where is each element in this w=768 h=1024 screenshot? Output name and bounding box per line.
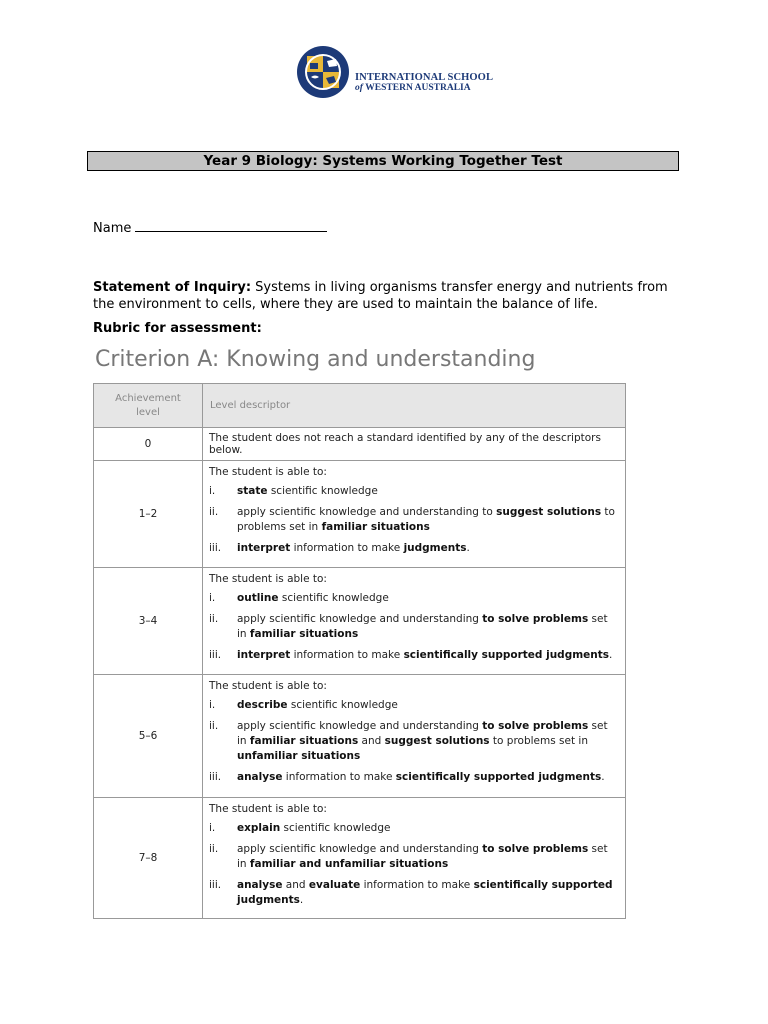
level-cell: 3–4 (94, 568, 203, 675)
table-row (94, 461, 626, 568)
item-number: ii. (209, 613, 219, 625)
name-blank-line (135, 219, 327, 232)
descriptor-item (209, 770, 619, 785)
descriptor-intro: The student is able to: (209, 466, 327, 478)
descriptor-item (209, 612, 619, 642)
descriptor-item (209, 541, 619, 556)
descriptor-item (209, 484, 619, 499)
school-logo (296, 45, 496, 99)
item-text: apply scientific knowledge and understanding to solve problems set in familiar situations and suggest solutions to problems set in unfamiliar situations (237, 720, 608, 762)
table-header-row (94, 384, 626, 428)
item-number: ii. (209, 506, 219, 518)
table-row (94, 568, 626, 675)
school-name-line2 (355, 83, 493, 94)
item-number: ii. (209, 720, 219, 732)
descriptor-cell (203, 675, 626, 798)
rubric-table (93, 383, 626, 919)
descriptor-item (209, 719, 619, 764)
name-label: Name (93, 221, 132, 236)
level-cell: 1–2 (94, 461, 203, 568)
header-achievement-level (94, 384, 203, 428)
header-level-line1: Achievement (115, 392, 181, 404)
school-crest-icon (296, 45, 352, 99)
rubric-heading: Rubric for assessment: (93, 321, 262, 336)
item-number: ii. (209, 843, 219, 855)
item-text: explain scientific knowledge (237, 822, 391, 834)
item-text: describe scientific knowledge (237, 699, 398, 711)
item-text: apply scientific knowledge and understanding to suggest solutions to problems set in familiar situations (237, 506, 615, 533)
item-text: outline scientific knowledge (237, 592, 389, 604)
descriptor-cell: The student does not reach a standard identified by any of the descriptors below. (203, 428, 626, 461)
school-name-line2-rest: WESTERN AUSTRALIA (365, 83, 471, 93)
item-number: iii. (209, 649, 222, 661)
school-name-line2-prefix: of (355, 83, 363, 93)
descriptor-item (209, 505, 619, 535)
item-number: i. (209, 485, 216, 497)
header-level-line2: level (136, 406, 160, 418)
descriptor-item (209, 648, 619, 663)
statement-of-inquiry (93, 279, 693, 313)
level-cell: 0 (94, 428, 203, 461)
item-number: iii. (209, 542, 222, 554)
item-text: interpret information to make scientifically supported judgments. (237, 649, 613, 661)
school-name (355, 72, 493, 94)
name-field (93, 219, 327, 236)
descriptor-cell (203, 461, 626, 568)
descriptor-cell (203, 568, 626, 675)
item-text: apply scientific knowledge and understanding to solve problems set in familiar situations (237, 613, 608, 640)
item-text: analyse information to make scientifically supported judgments. (237, 771, 605, 783)
item-number: i. (209, 592, 216, 604)
table-row (94, 428, 626, 461)
descriptor-item (209, 591, 619, 606)
level-cell: 7–8 (94, 798, 203, 919)
descriptor-item (209, 842, 619, 872)
descriptor-item (209, 878, 619, 908)
item-text: state scientific knowledge (237, 485, 378, 497)
inquiry-text: Systems in living organisms transfer energy and nutrients from the environment to cells, where they are used to maintain the balance of life. (93, 280, 668, 312)
level-cell: 5–6 (94, 675, 203, 798)
descriptor-intro: The student is able to: (209, 803, 327, 815)
item-number: i. (209, 822, 216, 834)
item-text: analyse and evaluate information to make scientifically supported judgments. (237, 879, 613, 906)
item-text: interpret information to make judgments. (237, 542, 470, 554)
table-row (94, 675, 626, 798)
criterion-title: Criterion A: Knowing and understanding (95, 347, 536, 372)
table-row (94, 798, 626, 919)
test-title: Year 9 Biology: Systems Working Together Test (87, 151, 679, 171)
descriptor-intro: The student is able to: (209, 573, 327, 585)
item-number: iii. (209, 879, 222, 891)
item-number: i. (209, 699, 216, 711)
descriptor-intro: The student is able to: (209, 680, 327, 692)
school-name-line1: INTERNATIONAL SCHOOL (355, 72, 494, 83)
inquiry-label: Statement of Inquiry: (93, 280, 252, 295)
item-text: apply scientific knowledge and understanding to solve problems set in familiar and unfamiliar situations (237, 843, 608, 870)
descriptor-cell (203, 798, 626, 919)
item-number: iii. (209, 771, 222, 783)
header-level-descriptor: Level descriptor (203, 384, 626, 428)
descriptor-item (209, 698, 619, 713)
descriptor-item (209, 821, 619, 836)
